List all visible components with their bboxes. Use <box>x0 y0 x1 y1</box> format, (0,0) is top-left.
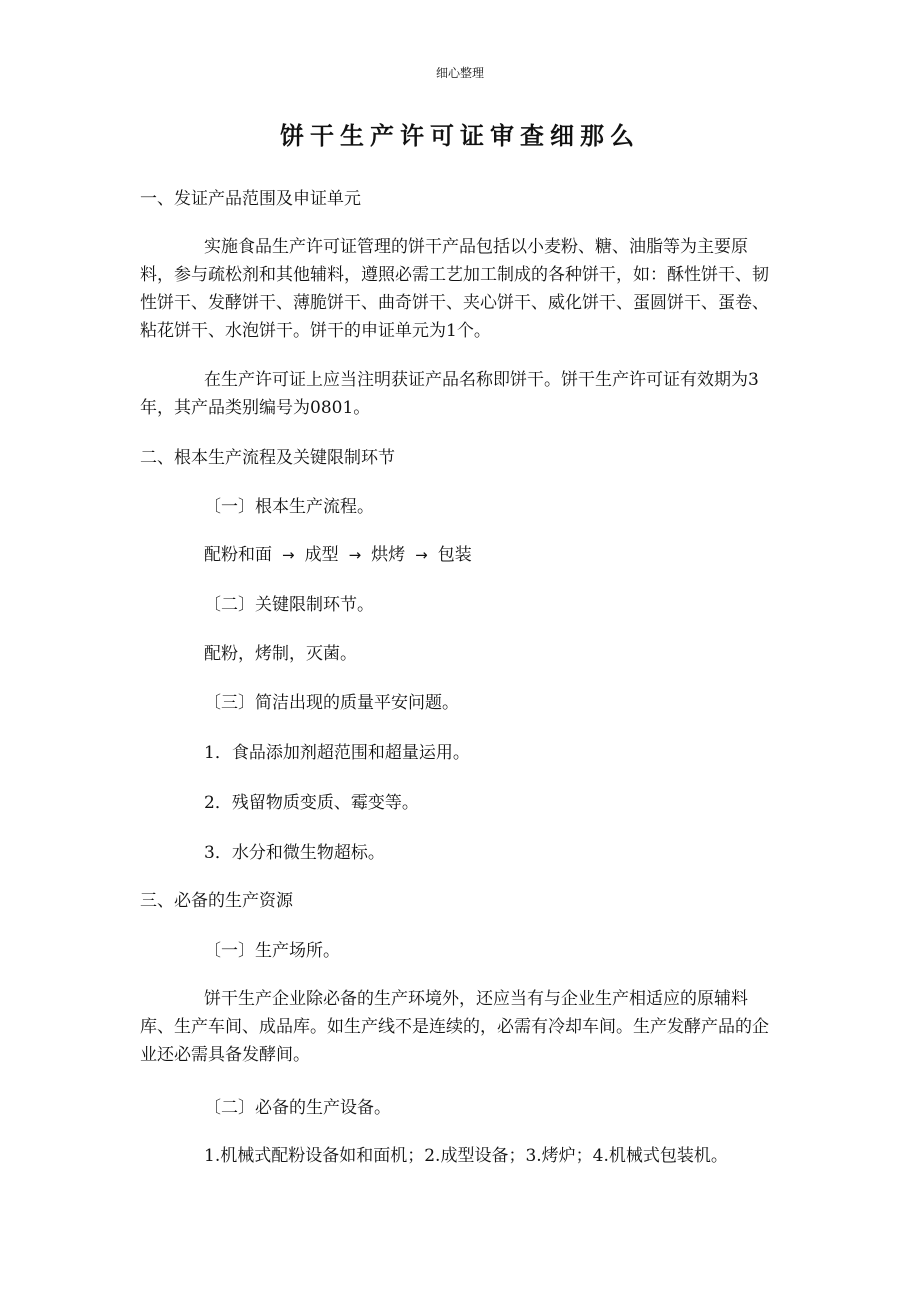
section2-item-1: 1．食品添加剂超范围和超量运用。 <box>204 743 470 763</box>
flow-step-4: 包装 <box>437 545 472 565</box>
arrow-right-icon: → <box>415 546 428 564</box>
section1-heading: 一、发证产品范围及申证单元 <box>140 189 361 209</box>
section1-paragraph-2: 在生产许可证上应当注明获证产品名称即饼干。饼干生产许可证有效期为3年，其产品类别编号为0801。 <box>140 370 759 418</box>
section3-sub2: 〔二〕必备的生产设备。 <box>204 1098 391 1118</box>
flow-step-3: 烘烤 <box>371 545 406 565</box>
section2-item-2: 2．残留物质变质、霉变等。 <box>204 793 419 813</box>
section1-paragraph-1: 实施食品生产许可证管理的饼干产品包括以小麦粉、糖、油脂等为主要原料，参与疏松剂和其他辅料，遵照必需工艺加工制成的各种饼干，如：酥性饼干、韧性饼干、发酵饼干、薄脆饼干、曲奇饼干、夹心饼干、威化饼干、蛋圆饼干、蛋卷、粘花饼干、水泡饼干。饼干的申证单元为1个。 <box>140 237 769 341</box>
arrow-right-icon: → <box>282 546 295 564</box>
section2-sub1: 〔一〕根本生产流程。 <box>204 497 374 517</box>
page-title: 饼干生产许可证审查细那么 <box>280 121 640 150</box>
section3-heading: 三、必备的生产资源 <box>140 891 293 911</box>
section2-sub3: 〔三〕简洁出现的质量平安问题。 <box>204 693 459 713</box>
arrow-right-icon: → <box>348 546 362 564</box>
flow-step-1: 配粉和面 <box>204 545 272 565</box>
header-note: 细心整理 <box>435 66 484 80</box>
section3-sub1: 〔一〕生产场所。 <box>204 941 340 961</box>
section3-paragraph-1: 饼干生产企业除必备的生产环境外，还应当有与企业生产相适应的原辅料库、生产车间、成品库。如生产线不是连续的，必需有冷却车间。生产发酵产品的企业还必需具备发酵间。 <box>140 989 769 1065</box>
section2-item-3: 3．水分和微生物超标。 <box>204 843 385 863</box>
section2-sub2: 〔二〕关键限制环节。 <box>204 595 374 615</box>
flow-step-2: 成型 <box>304 545 339 565</box>
section2-heading: 二、根本生产流程及关键限制环节 <box>140 448 395 468</box>
section3-equipment: 1.机械式配粉设备如和面机；2.成型设备；3.烤炉；4.机械式包装机。 <box>204 1146 728 1166</box>
production-flow <box>204 544 472 566</box>
section2-sub2-text: 配粉，烤制，灭菌。 <box>204 644 357 664</box>
